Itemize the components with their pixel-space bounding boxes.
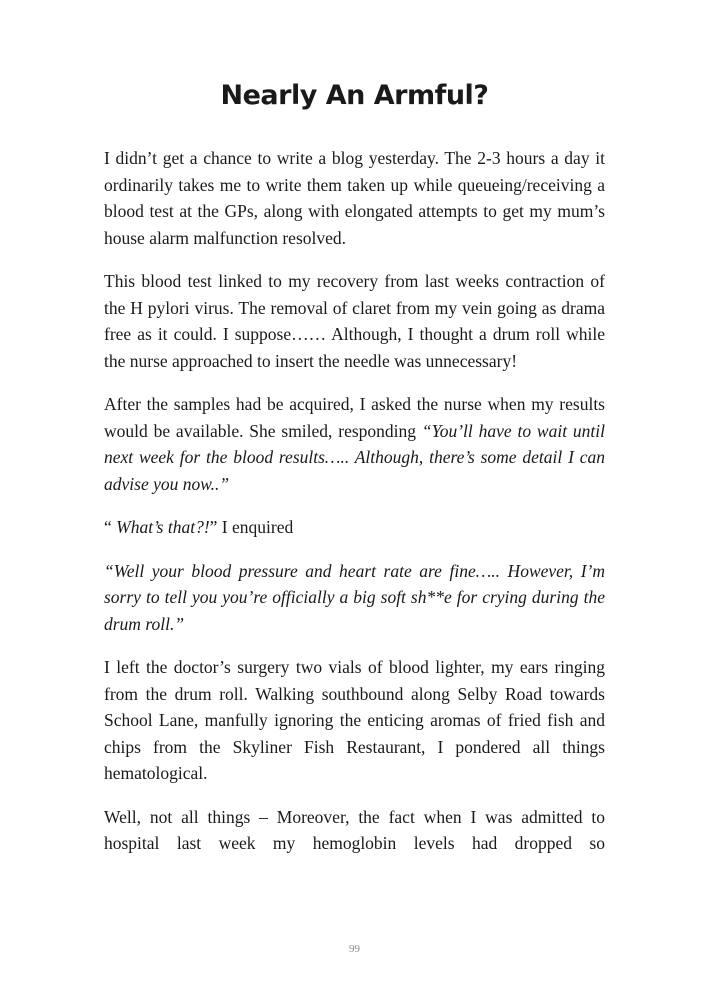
paragraph-1: I didn’t get a chance to write a blog yesterday. The 2-3 hours a day it ordinarily takes me to write them taken up while queueing/receiving a blood test at the GPs, along with elongated attempts to get my mum’s house alarm malfunction resolved.: [104, 148, 605, 248]
paragraph-3: [104, 391, 605, 497]
paragraph-7: Well, not all things – Moreover, the fact when I was admitted to hospital last week my hemoglobin levels had dropped so: [104, 806, 605, 853]
paragraph-2: This blood test linked to my recovery from last weeks contraction of the H pylori virus. The removal of claret from my vein going as drama free as it could. I suppose…… Although, I thought a drum roll while the nurse approached to insert the needle was unnecessary!: [104, 271, 605, 371]
question-quote: What’s that?!: [116, 517, 210, 537]
nurse-quote: “You’ll have to wait until next week for the blood results….. Although, there’s some detail I can advise you now..”: [104, 420, 606, 494]
page-number: 99: [349, 943, 360, 955]
quote-open: “: [104, 517, 117, 537]
paragraph-6: I left the doctor’s surgery two vials of blood lighter, my ears ringing from the drum roll. Walking southbound along Selby Road towards School Lane, manfully ignoring the enticing aromas of fried fish and chips from the Skyliner Fish Restaurant, I pondered all things hematological.: [104, 657, 605, 783]
paragraph-3-lead: After the samples had be acquired, I asked the nurse when my results would be available. She smiled, responding: [104, 394, 605, 441]
chapter-title: Nearly An Armful?: [220, 80, 489, 111]
quote-close: ” I enquired: [209, 517, 294, 537]
chapter-body: [104, 145, 605, 874]
paragraph-4: [104, 514, 605, 541]
paragraph-5: [104, 558, 605, 638]
nurse-reply-quote: “Well your blood pressure and heart rate are fine….. However, I’m sorry to tell you you’re officially a big soft sh**e for crying during the drum roll.”: [104, 560, 605, 634]
